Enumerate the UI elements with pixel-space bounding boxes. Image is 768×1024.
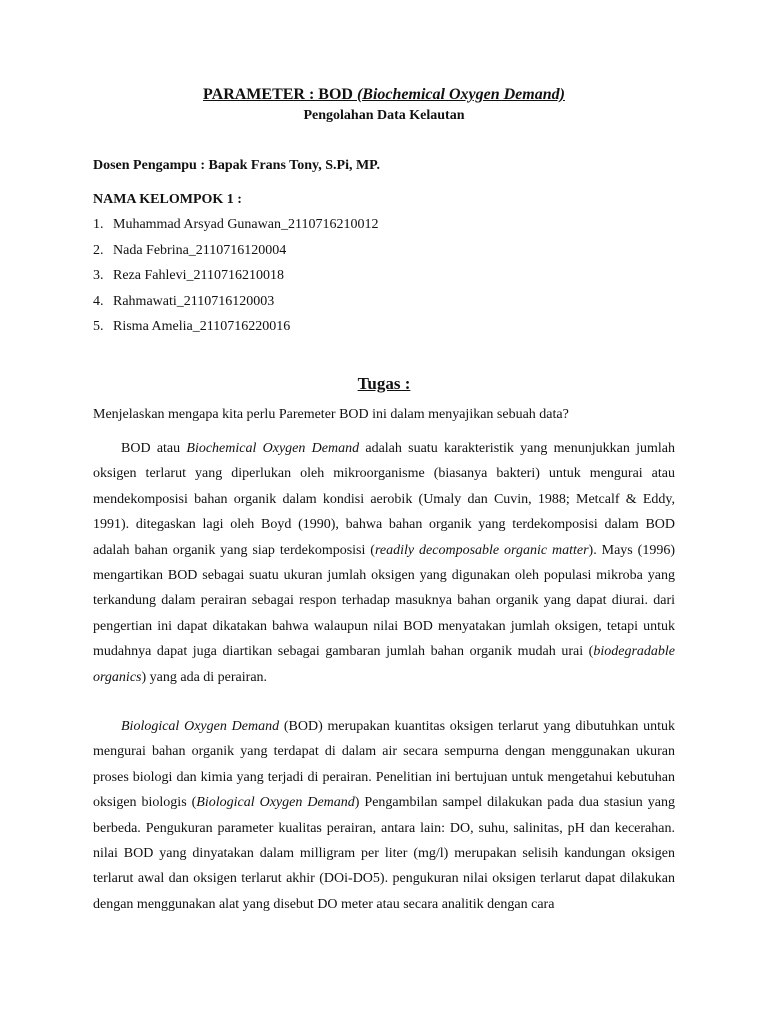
title-italic-text: (Biochemical Oxygen Demand) (356, 86, 565, 103)
italic-term: Biological Oxygen Demand (121, 719, 280, 734)
paragraph-text: BOD atau (121, 441, 187, 456)
list-number: 4. (93, 293, 104, 309)
lecturer-line: Dosen Pengampu : Bapak Frans Tony, S.Pi, MP. (93, 158, 380, 173)
list-item (93, 289, 378, 315)
member-list (93, 212, 378, 340)
italic-term: biodegradable organics (93, 644, 675, 685)
list-number: 1. (93, 217, 104, 232)
paragraph-text: ) Pengambilan sampel dilakukan pada dua stasiun yang berbeda. Pengukuran parameter kualitas perairan, antara lain: DO, suhu, salinitas, pH dan kecerahan. nilai BOD yang dinyatakan dalam milligram per liter (mg/l) merupakan selisih kandungan oksigen terlarut awal dan oksigen terlarut akhir (DOi-DO5). pengukuran nilai oksigen terlarut dapat dilakukan dengan menggunakan alat yang disebut DO meter atau secara analitik dengan cara (93, 795, 675, 912)
list-item (93, 212, 378, 238)
list-number: 5. (93, 319, 104, 334)
italic-term: Biological Oxygen Demand (196, 795, 355, 811)
paragraph-text: adalah suatu karakteristik yang menunjukkan jumlah oksigen terlarut yang diperlukan oleh mikroorganisme (biasanya bakteri) untuk mengurai atau mendekomposisi bahan organik dalam kondisi aerobik (Umaly dan Cuvin, 1988; Metcalf & Eddy, 1991). ditegaskan lagi oleh Boyd (1990), bahwa bahan organik yang terdekomposisi dalam BOD adalah bahan organik yang siap terdekomposisi ( (93, 441, 675, 558)
member-name: Risma Amelia_2110716220016 (113, 319, 291, 334)
group-heading: NAMA KELOMPOK 1 : (93, 192, 242, 207)
list-item (93, 314, 378, 340)
paragraph-bod-definition (93, 436, 675, 690)
task-question: Menjelaskan mengapa kita perlu Paremeter BOD ini dalam menyajikan sebuah data? (93, 407, 569, 422)
member-name: Rahmawati_2110716120003 (113, 293, 275, 309)
member-name: Nada Febrina_2110716120004 (113, 242, 287, 258)
italic-term: Biochemical Oxygen Demand (186, 441, 360, 456)
list-item (93, 263, 378, 289)
list-item (93, 238, 378, 264)
list-number: 3. (93, 268, 104, 283)
document-subtitle: Pengolahan Data Kelautan (303, 108, 465, 123)
member-name: Reza Fahlevi_2110716210018 (113, 268, 284, 283)
list-number: 2. (93, 242, 104, 258)
paragraph-bod-measurement (93, 714, 675, 917)
task-heading: Tugas : (357, 374, 411, 393)
paragraph-text: ) yang ada di perairan. (141, 669, 268, 685)
document-title (0, 86, 768, 104)
paragraph-text: ). Mays (1996) mengartikan BOD sebagai suatu ukuran jumlah oksigen yang digunakan oleh populasi mikroba yang terkandung dalam perairan sebagai respon terhadap masuknya bahan organik yang dapat diurai. dari pengertian ini dapat dikatakan bahwa walaupun nilai BOD menyatakan jumlah oksigen, tetapi untuk mudahnya dapat juga diartikan sebagai gambaran jumlah bahan organik mudah urai ( (93, 542, 675, 660)
title-main-text: PARAMETER : BOD (203, 86, 357, 103)
italic-term: readily decomposable organic matter (374, 542, 589, 558)
member-name: Muhammad Arsyad Gunawan_2110716210012 (113, 217, 379, 232)
paragraph-text: (BOD) merupakan kuantitas oksigen terlarut yang dibutuhkan untuk mengurai bahan organik yang terdapat di dalam air secara sempurna dengan menggunakan ukuran proses biologi dan kimia yang terjadi di perairan. Penelitian ini bertujuan untuk mengetahui kebutuhan oksigen biologis ( (93, 719, 675, 811)
